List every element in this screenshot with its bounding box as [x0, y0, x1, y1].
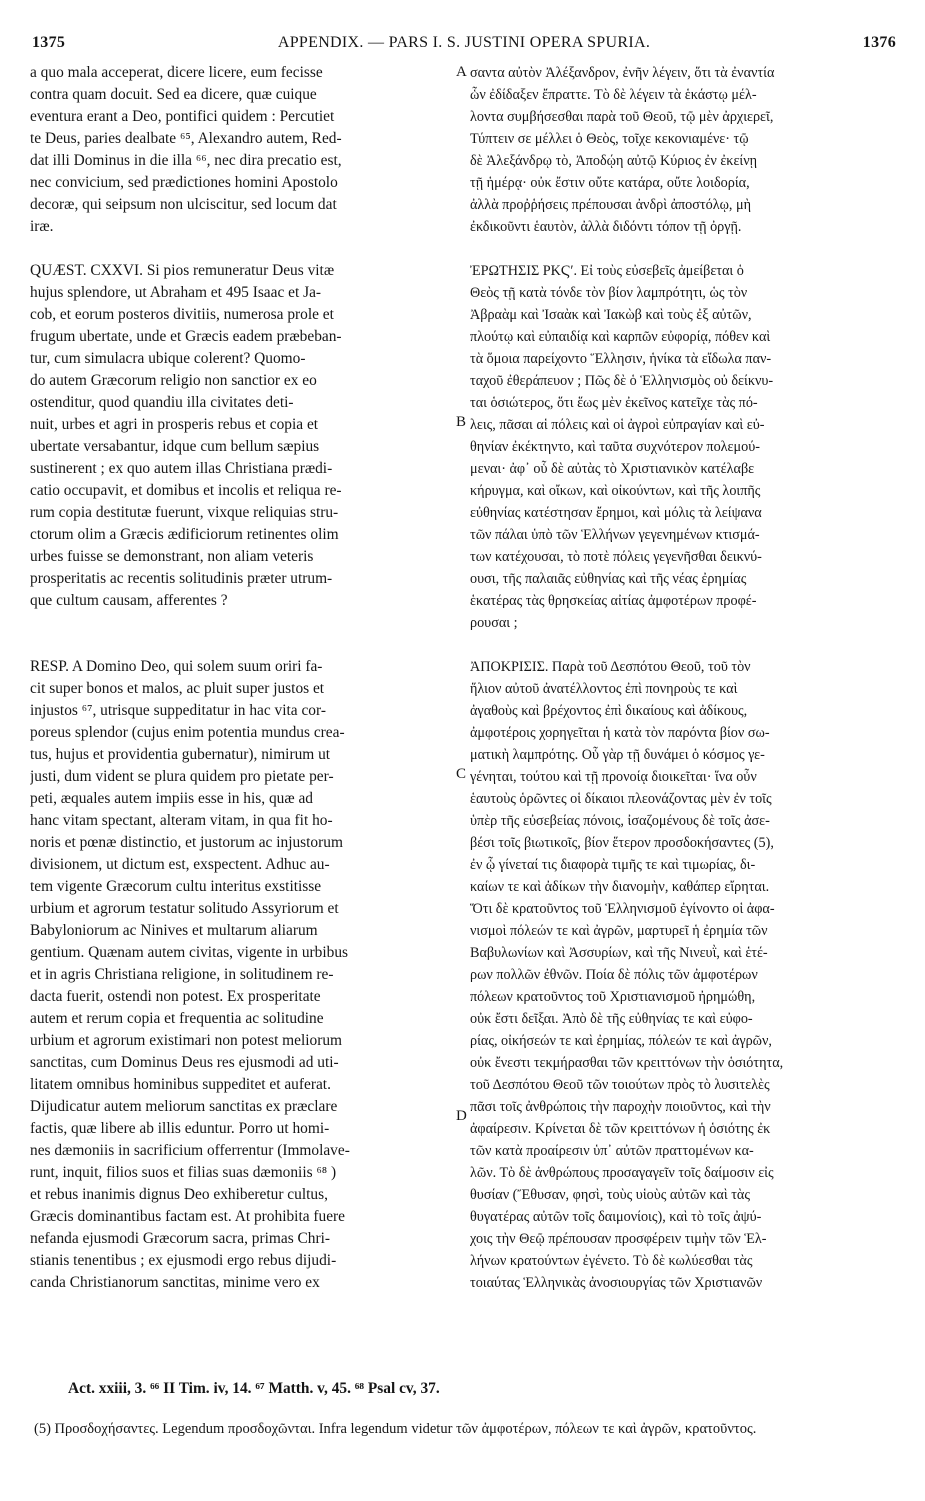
latin-column — [30, 62, 450, 1294]
greek-text-line: θυσίαν (Ἔθυσαν, φησὶ, τοὺς υἱοὺς αὐτῶν καὶ τὰς — [470, 1187, 750, 1203]
greek-text-line: γένηται, τούτου καὶ τῇ προνοίᾳ διοικεῖται· ἵνα οὖν — [470, 769, 757, 785]
greek-text-line: ὑπὲρ τῆς εὐσεβείας πόνοις, ἰσαζομένους δὲ τοῖς ἀσε- — [470, 813, 770, 829]
greek-text-line: ἑαυτοὺς ὁρῶντες οἱ δίκαιοι πλεονάζοντας μὲν ἐν τοῖς — [470, 791, 772, 807]
latin-text-line: dacta fuerit, ostendi non potest. Ex prosperitate — [30, 988, 321, 1005]
greek-text-line: ἀλλὰ προῤῥήσεις πρέπουσαι ἀνδρὶ ἀποστόλῳ, μὴ — [470, 197, 752, 213]
page-number-left: 1375 — [32, 34, 66, 51]
greek-text-line: χοις τὴν Θεῷ πρέπουσαν προσφέρειν τιμὴν τῶν Ἑλ- — [470, 1231, 767, 1247]
latin-text-line: hujus splendore, ut Abraham et 495 Isaac et Ja- — [30, 284, 322, 301]
latin-text-line: Dijudicatur autem meliorum sanctitas ex præclare — [30, 1098, 338, 1115]
latin-text-line: nec convicium, sed prædictiones homini Apostolo — [30, 174, 338, 191]
greek-text-line: κήρυγμα, καὶ οἴκων, καὶ οἰκούντων, καὶ τῆς λοιπῆς — [470, 483, 761, 499]
greek-text-line: θηνίαν ἐκέκτηντο, καὶ ταῦτα συχνότερον πολεμού- — [470, 439, 760, 455]
greek-text-line: πόλεων κρατοῦντος τοῦ Χριστιανισμοῦ ἠρημώθη, — [470, 989, 756, 1005]
greek-text-line: ἘΡΩΤΗΣΙΣ ΡΚϚʹ. Εἰ τοὺς εὐσεβεῖς ἀμείβεται ὁ — [470, 263, 744, 279]
greek-text-line: ἀφαίρεσιν. Κρίνεται δὲ τῶν κρειττόνων ἡ ὁσιότης ἐκ — [470, 1121, 771, 1137]
latin-text-line: RESP. A Domino Deo, qui solem suum oriri fa- — [30, 658, 323, 675]
greek-text-line: ἀγαθοὺς καὶ βρέχοντος ἐπὶ δικαίους καὶ ἀδίκους, — [470, 703, 748, 719]
greek-text-line: ἀμφοτέροις χορηγεῖται ἡ κατὰ τὸν παρόντα βίον σω- — [470, 725, 770, 741]
latin-text-line: dat illi Dominus in die illa ⁶⁶, nec dira precatio est, — [30, 152, 342, 169]
latin-text-line: canda Christianorum sanctitas, minime vero ex — [30, 1274, 320, 1291]
greek-text-line: λῶν. Τὸ δὲ ἀνθρώπους προσαγαγεῖν τοῖς δαίμοσιν εἰς — [470, 1165, 774, 1181]
greek-text-line: τῶν κατὰ προαίρεσιν ὑπ᾽ αὐτῶν πραττομένων κα- — [470, 1143, 754, 1159]
latin-blank-line — [30, 238, 450, 260]
latin-text-line: litatem omnibus hominibus suppeditet et auferat. — [30, 1076, 331, 1093]
greek-text-line: τὰ ὅμοια παρείχοντο Ἕλλησιν, ἡνίκα τὰ εἴδωλα παν- — [470, 351, 772, 367]
greek-text-line: οὐκ ἔνεστι τεκμήρασθαι τῶν κρειττόνων τὴν ὁσιότητα, — [470, 1055, 784, 1071]
latin-blank-line — [30, 612, 450, 634]
latin-text-line: nuit, urbes et agri in prosperis rebus et copia et — [30, 416, 319, 433]
margin-letter-b: B — [456, 414, 467, 430]
greek-text-line: των κατέχουσαι, τὸ ποτὲ πόλεις γεγενῆσθαι δεικνύ- — [470, 549, 762, 565]
latin-text-line: tur, cum simulacra ubique colerent? Quomo- — [30, 350, 306, 367]
latin-text-line: et in agris Christiana religione, in solitudinem re- — [30, 966, 334, 983]
greek-text-line: καίων τε καὶ ἀδίκων τὴν διανομὴν, καθάπερ εἴρηται. — [470, 879, 770, 895]
greek-text-line: οὐκ ἔστι δεῖξαι. Ἀπὸ δὲ τῆς εὐθηνίας τε καὶ εὐφο- — [470, 1011, 753, 1027]
latin-text-line: contra quam docuit. Sed ea dicere, quæ cuique — [30, 86, 317, 103]
greek-text-line: Ὅτι δὲ κρατοῦντος τοῦ Ἑλληνισμοῦ ἐγίνοντο οἱ ἀφα- — [470, 901, 775, 917]
greek-text-line: ρουσαι ; — [470, 615, 518, 631]
latin-text-line: gentium. Quænam autem civitas, vigente in urbibus — [30, 944, 349, 961]
greek-text-line: πλούτῳ καὶ εὐπαιδίᾳ καὶ καρπῶν εὐφορίᾳ, πόθεν καὶ — [470, 329, 771, 345]
greek-text-line: μεναι· ἀφ᾽ οὗ δὲ αὐτὰς τὸ Χριστιανικὸν κατέλαβε — [470, 461, 755, 477]
greek-text-line: τοῦ Δεσπότου Θεοῦ τῶν τοιούτων πρὸς τὸ λυσιτελὲς — [470, 1077, 770, 1093]
latin-text-line: urbes fuisse se demonstrant, non aliam veteris — [30, 548, 314, 565]
latin-text-line: iræ. — [30, 218, 54, 235]
margin-letter-d: D — [456, 1108, 467, 1124]
greek-text-line: ταχοῦ ἐθεράπευον ; Πῶς δὲ ὁ Ἑλληνισμὸς οὐ δείκνυ- — [470, 373, 774, 389]
margin-letter-c: C — [456, 766, 467, 782]
latin-text-line: Babyloniorum ac Ninives et multarum aliarum — [30, 922, 318, 939]
greek-text-line: σαντα αὐτὸν Ἀλέξανδρον, ἐνῆν λέγειν, ὅτι τὰ ἐναντία — [470, 65, 775, 81]
greek-text-line: εὐθηνίας κατέστησαν ἔρημοι, καὶ μόλις τὰ λείψανα — [470, 505, 762, 521]
footnote: (5) Προσδοχήσαντες. Legendum προσδοχῶνται. Infra legendum videtur τῶν ἀμφοτέρων, πόλεων τε καὶ ἀγρῶν, κρατοῦντος. — [34, 1421, 757, 1437]
latin-text-line: poreus splendor (cujus enim potentia mundus crea- — [30, 724, 345, 741]
latin-text-line: factis, quæ libere ab illis eduntur. Porro ut homi- — [30, 1120, 330, 1137]
latin-text-line: QUÆST. CXXVI. Si pios remuneratur Deus vitæ — [30, 262, 335, 279]
latin-text-line: frugum ubertate, unde et Græcis eadem præbeban- — [30, 328, 342, 345]
greek-text-line: ἑκατέρας τὰς θρησκείας αἰτίας ἀμφοτέρων προφέ- — [470, 593, 757, 609]
greek-text-line: τοιαύτας Ἑλληνικὰς ἀνοσιουργίας τῶν Χριστιανῶν — [470, 1275, 763, 1291]
margin-letter-a: A — [456, 64, 467, 80]
latin-text-line: ctorum olim a Græcis ædificiorum retinentes olim — [30, 526, 339, 543]
latin-text-line: sustinerent ; ex quo autem illas Christiana prædi- — [30, 460, 333, 477]
greek-text-line: ουσι, τῆς παλαιᾶς εὐθηνίας καὶ τῆς νέας ἐρημίας — [470, 571, 747, 587]
latin-text-line: do autem Græcorum religio non sanctior ex eo — [30, 372, 317, 389]
latin-text-line: decoræ, qui seipsum non ulciscitur, sed locum dat — [30, 196, 337, 213]
latin-text-line: que cultum causam, afferentes ? — [30, 592, 228, 609]
latin-text-line: te Deus, paries dealbate ⁶⁵, Alexandro autem, Red- — [30, 130, 342, 147]
greek-text-line: λεις, πᾶσαι αἱ πόλεις καὶ οἱ ἀγροὶ εὐπραγίαν καὶ εὐ- — [470, 417, 765, 433]
greek-text-line: ρων πολλῶν ἐθνῶν. Ποία δὲ πόλις τῶν ἀμφοτέρων — [470, 967, 758, 983]
latin-text-line: eventura erant a Deo, pontifici quidem : Percutiet — [30, 108, 335, 125]
latin-text-line: urbium et agrorum existimari non potest meliorum — [30, 1032, 343, 1049]
greek-blank-line — [470, 238, 898, 260]
latin-text-line: hanc vitam spectant, alteram vitam, in qua fit ho- — [30, 812, 333, 829]
latin-text-line: prosperitatis ac recentis solitudinis præter utrum- — [30, 570, 333, 587]
greek-text-line: Θεὸς τῇ κατὰ τόνδε τὸν βίον λαμπρότητι, ὡς τὸν — [470, 285, 748, 301]
greek-text-line: Ἀβραὰμ καὶ Ἰσαὰκ καὶ Ἰακὼβ καὶ τοὺς ἐξ αὐτῶν, — [470, 307, 752, 323]
greek-text-line: ἈΠΟΚΡΙΣΙΣ. Παρὰ τοῦ Δεσπότου Θεοῦ, τοῦ τὸν — [470, 659, 751, 675]
greek-text-line: πᾶσι τοῖς ἀνθρώποις τὴν παροχὴν ποιοῦντος, καὶ τὴν — [470, 1099, 771, 1115]
latin-text-line: cit super bonos et malos, ac pluit super justos et — [30, 680, 325, 697]
greek-text-line: ἐκδικοῦντι ἑαυτὸν, ἀλλὰ διδόντι τόπον τῇ ὀργῇ. — [470, 219, 742, 235]
greek-text-line: ὧν ἐδίδαξεν ἔπραττε. Τὸ δὲ λέγειν τὰ ἑκάστῳ μέλ- — [470, 87, 757, 103]
latin-text-line: runt, inquit, filios suos et filias suas dæmoniis ⁶⁸ ) — [30, 1164, 337, 1181]
running-title: APPENDIX. — PARS I. S. JUSTINI OPERA SPURIA. — [277, 34, 651, 51]
latin-text-line: urbium et agrorum testatur solitudo Assyriorum et — [30, 900, 339, 917]
latin-text-line: ostenditur, quod quandiu illa civitates deti- — [30, 394, 294, 411]
greek-text-line: βέσι τοῖς βιωτικοῖς, βίον ἕτερον προσδοκήσαντες (5), — [470, 835, 774, 851]
greek-text-line: λήνων κρατούντων ἐγένετο. Τὸ δὲ κωλύεσθαι τὰς — [470, 1253, 753, 1269]
latin-text-line: stianis tenentibus ; ex ejusmodi ergo rebus dijudi- — [30, 1252, 337, 1269]
greek-text-line: λοντα συμβήσεσθαι παρὰ τοῦ Θεοῦ, τῷ μὲν ἀρχιερεῖ, — [470, 109, 774, 125]
latin-text-line: a quo mala acceperat, dicere licere, eum fecisse — [30, 64, 323, 81]
latin-text-line: nes dæmoniis in sacrificium offerrentur (Immolave- — [30, 1142, 350, 1159]
greek-text-line: ἥλιον αὐτοῦ ἀνατέλλοντος ἐπὶ πονηροὺς τε καὶ — [470, 681, 738, 697]
latin-blank-line — [30, 634, 450, 656]
latin-text-line: tem vigente Græcorum cultu interitus exstitisse — [30, 878, 322, 895]
latin-text-line: divisionem, ut dictum est, exspectent. Adhuc au- — [30, 856, 330, 873]
greek-text-line: θυγατέρας αὐτῶν τοῖς δαιμονίοις), καὶ τὸ τοῖς ἀψύ- — [470, 1209, 762, 1225]
greek-text-line: ἐν ᾧ γίνεταί τις διαφορὰ τιμῆς τε καὶ τιμωρίας, δι- — [470, 857, 756, 873]
greek-text-line: ται ὁσιώτερος, ὅτι ἕως μὲν ἐκεῖνος κατεῖχε τὰς πό- — [470, 395, 758, 411]
running-header — [30, 34, 898, 58]
greek-text-line: ρίας, οἰκήσεών τε καὶ ἐρημίας, πόλεών τε καὶ ἀγρῶν, — [470, 1033, 772, 1049]
page-number-right: 1376 — [862, 34, 896, 51]
latin-text-line: autem et rerum copia et frequentia ac solitudine — [30, 1010, 324, 1027]
latin-text-line: noris et pœnæ distinctio, et justorum ac injustorum — [30, 834, 343, 851]
latin-text-line: justi, dum vident se plura quidem pro pietate per- — [30, 768, 334, 785]
greek-column — [470, 62, 898, 1294]
latin-text-line: rum copia destitutæ fuerunt, vixque reliquias stru- — [30, 504, 339, 521]
scripture-references: Act. xxiii, 3. ⁶⁶ II Tim. iv, 14. ⁶⁷ Matth. v, 45. ⁶⁸ Psal cv, 37. — [68, 1380, 440, 1397]
greek-text-line: τῇ ἡμέρᾳ· οὐκ ἔστιν οὔτε κατάρα, οὔτε λοιδορία, — [470, 175, 750, 191]
latin-text-line: ubertate versabantur, idque cum bellum sæpius — [30, 438, 320, 455]
latin-text-line: cob, et eorum posteros divitiis, numerosa prole et — [30, 306, 334, 323]
greek-text-line: δὲ Ἀλεξάνδρῳ τὸ, Ἀποδῴη αὐτῷ Κύριος ἐν ἐκείνῃ — [470, 153, 758, 169]
latin-text-line: injustos ⁶⁷, utrisque suppeditatur in hac vita cor- — [30, 702, 326, 719]
latin-text-line: et rebus inanimis dignus Deo exhiberetur cultus, — [30, 1186, 328, 1203]
latin-text-line: nefanda ejusmodi Græcorum sacra, primas Chri- — [30, 1230, 331, 1247]
greek-text-line: ματικὴ λαμπρότης. Οὗ γὰρ τῇ δυνάμει ὁ κόσμος γε- — [470, 747, 765, 763]
greek-text-line: Βαβυλωνίων καὶ Ἀσσυρίων, καὶ τῆς Νινευῒ, καὶ ἑτέ- — [470, 945, 768, 961]
greek-text-line: νισμοὶ πόλεών τε καὶ ἀγρῶν, μαρτυρεῖ ἡ ἐρημία τῶν — [470, 923, 768, 939]
greek-text-line: τῶν πάλαι ὑπὸ τῶν Ἑλλήνων γεγενημένων κτισμά- — [470, 527, 760, 543]
latin-text-line: Græcis dominantibus factam est. At prohibita fuere — [30, 1208, 346, 1225]
greek-text-line: Τύπτειν σε μέλλει ὁ Θεὸς, τοῖχε κεκονιαμένε· τῷ — [470, 131, 749, 147]
latin-text-line: sanctitas, cum Dominus Deus res ejusmodi ad uti- — [30, 1054, 339, 1071]
latin-text-line: catio occupavit, et domibus et incolis et reliqua re- — [30, 482, 342, 499]
latin-text-line: peti, æquales autem impiis esse in his, quæ ad — [30, 790, 313, 807]
latin-text-line: tus, hujus et providentia gubernatur), nimirum ut — [30, 746, 331, 763]
greek-blank-line — [470, 634, 898, 656]
